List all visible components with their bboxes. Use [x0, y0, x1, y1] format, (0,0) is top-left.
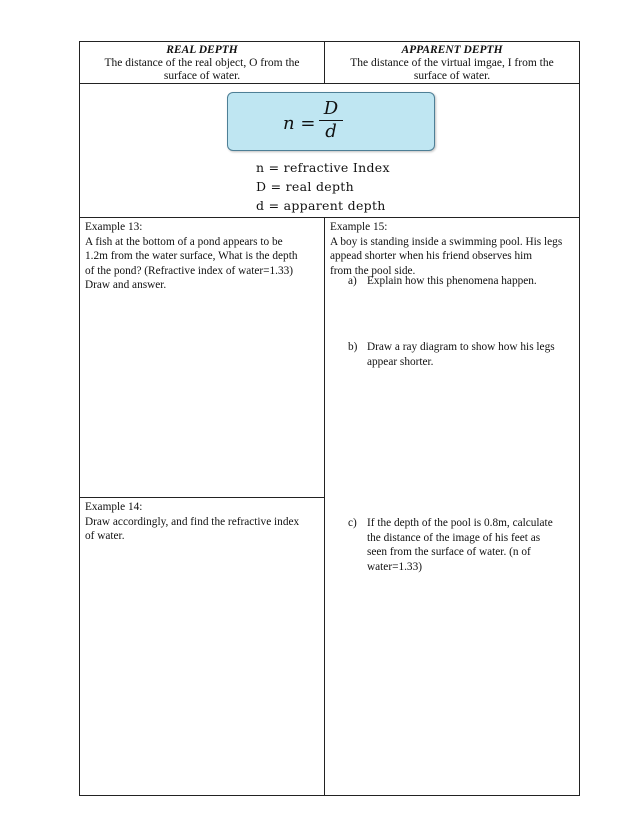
example-15-line: appead shorter when his friend observes him	[330, 250, 533, 263]
legend-apparent-depth: d = apparent depth	[256, 198, 386, 213]
example-13-heading: Example 13:	[85, 221, 143, 233]
example-13-line: Draw and answer.	[85, 279, 167, 292]
header-row-divider	[80, 83, 579, 84]
example-15-line: A boy is standing inside a swimming pool. His legs	[330, 235, 563, 248]
example-13-line: A fish at the bottom of a pond appears to be	[85, 235, 283, 248]
part-c-text-line1: If the depth of the pool is 0.8m, calculate	[367, 517, 553, 529]
real-depth-header	[80, 42, 324, 83]
part-c-label: c)	[348, 517, 357, 529]
part-b-text-line1: Draw a ray diagram to show how his legs	[367, 341, 555, 353]
formula-numerator: D	[323, 98, 339, 119]
real-depth-title: REAL DEPTH	[166, 44, 238, 56]
apparent-depth-definition-line1: The distance of the virtual imgae, I from the	[350, 57, 554, 69]
example-13-line: of the pond? (Refractive index of water=1.33)	[85, 264, 294, 277]
apparent-depth-title: APPARENT DEPTH	[401, 44, 503, 56]
formula-denominator: d	[325, 121, 337, 142]
formula-box	[227, 92, 435, 151]
real-depth-definition-line2: surface of water.	[163, 70, 241, 82]
example-13-line: 1.2m from the water surface, What is the depth	[85, 250, 298, 263]
worksheet-table	[79, 41, 580, 796]
real-depth-definition-line1: The distance of the real object, O from the	[104, 57, 300, 69]
example-15-line: from the pool side.	[330, 264, 416, 277]
example-14-line: Draw accordingly, and find the refractive index	[85, 515, 300, 528]
part-a-label: a)	[348, 275, 357, 287]
examples-column-divider	[324, 217, 325, 795]
part-b-label: b)	[348, 341, 358, 353]
part-b-text-line2: appear shorter.	[367, 355, 434, 368]
example-14-heading: Example 14:	[85, 501, 143, 513]
formula-row-divider	[80, 217, 579, 218]
left-column-row-divider	[80, 497, 324, 498]
example-14-line: of water.	[85, 530, 125, 543]
apparent-depth-header	[325, 42, 579, 83]
apparent-depth-definition-line2: surface of water.	[413, 70, 491, 82]
part-c-text-line2: the distance of the image of his feet as	[367, 531, 541, 544]
part-c-text-line4: water=1.33)	[367, 560, 422, 573]
part-c-text-line3: seen from the surface of water. (n of	[367, 546, 531, 559]
legend-real-depth: D = real depth	[256, 179, 354, 194]
part-a-text: Explain how this phenomena happen.	[367, 275, 537, 287]
example-15-heading: Example 15:	[330, 221, 388, 233]
legend-refractive-index: n = refractive Index	[256, 160, 390, 175]
formula-lhs: n =	[283, 113, 316, 134]
formula-fraction	[319, 99, 343, 142]
